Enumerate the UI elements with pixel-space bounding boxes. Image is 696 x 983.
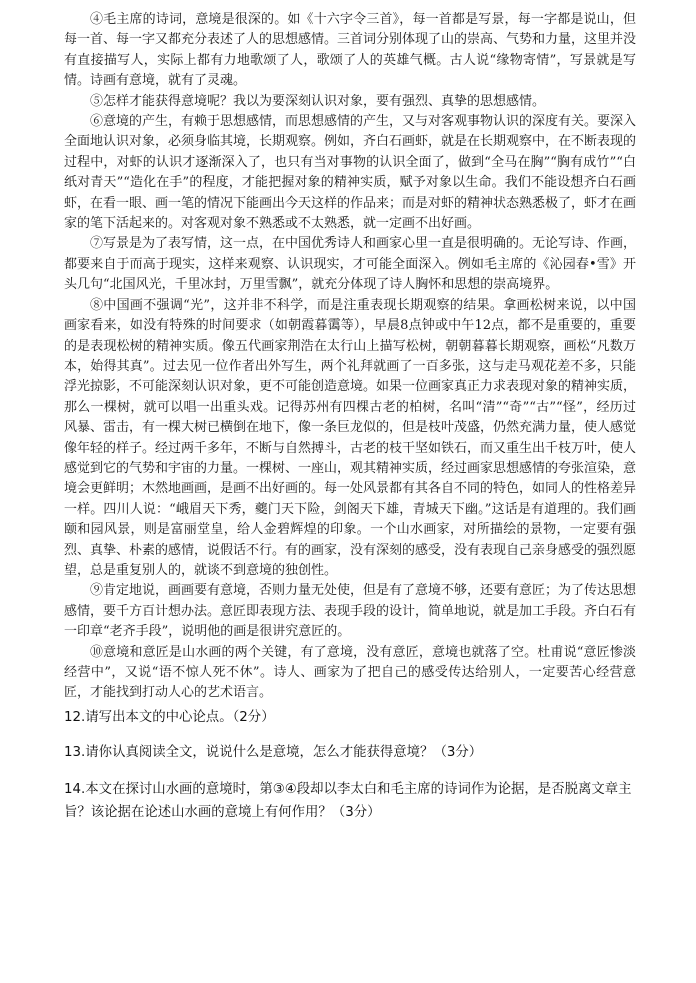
question-13: 13.请你认真阅读全文，说说什么是意境，怎么才能获得意境？（3分）	[64, 744, 483, 760]
paragraph-7: ⑦写景是为了表写情，这一点，在中国优秀诗人和画家心里一直是很明确的。无论写诗、作画，都要来自于而高于现实，这样来观察、认识现实，才可能全面深入。例如毛主席的《沁园春•雪》开头几句“北国风光，千里冰封，万里雪飘”，就充分体现了诗人胸怀和思想的崇高境界。	[64, 236, 637, 293]
paragraph-8: ⑧中国画不强调“光”，这并非不科学，而是注重表现长期观察的结果。拿画松树来说，以中国画家看来，如没有特殊的时间要求（如朝霞暮霭等），早晨8点钟或中午12点，都不是重要的，重要的是表现松树的精神实质。像五代画家荆浩在太行山上描写松树，朝朝暮暮长期观察，画松“凡数万本，始得其真”。过去见一位作者出外写生，两个礼拜就画了一百多张，这与走马观花差不多，只能浮光掠影，不可能深刻认识对象，更不可能创造意境。如果一位画家真正力求表现对象的精神实质，那么一棵树，就可以唱一出重头戏。记得苏州有四棵古老的柏树，名叫“清”“奇”“古”“怪”，经历过风暴、雷击，有一棵大树已横倒在地下，像一条巨龙似的，但是枝叶茂盛，仍然充满力量，使人感觉像年轻的样子。经过两千多年，不断与自然搏斗，古老的枝干坚如铁石，而又重生出千枝万叶，使人感觉到它的气势和宇宙的力量。一棵树、一座山，观其精神实质，经过画家思想感情的夸张渲染，意境会更鲜明；木然地画画，是画不出好画的。每一处风景都有其各自不同的特色，如同人的性格差异一样。四川人说：“峨眉天下秀，夔门天下险，剑阁天下雄，青城天下幽。”这话是有道理的。我们画颐和园风景，则是富丽堂皇，给人金碧辉煌的印象。一个山水画家，对所描绘的景物，一定要有强烈、真挚、朴素的感情，说假话不行。有的画家，没有深刻的感受，没有表现自己亲身感受的强烈愿望，总是重复别人的，就谈不到意境的独创性。	[64, 297, 637, 578]
paragraph-9: ⑨肯定地说，画画要有意境，否则力量无处使，但是有了意境不够，还要有意匠；为了传达思想感情，要千方百计想办法。意匠即表现方法、表现手段的设计，简单地说，就是加工手段。齐白石有一印章“老齐手段”，说明他的画是很讲究意匠的。	[64, 583, 637, 640]
paragraph-6: ⑥意境的产生，有赖于思想感情，而思想感情的产生，又与对客观事物认识的深度有关。要深入全面地认识对象，必须身临其境，长期观察。例如，齐白石画虾，就是在长期观察中，在不断表现的过程中，对虾的认识才逐渐深入了，也只有当对事物的认识全面了，做到“全马在胸”“胸有成竹”“白纸对青天”“造化在手”的程度，才能把握对象的精神实质，赋予对象以生命。我们不能设想齐白石画虾，在看一眼、画一笔的情况下能画出今天这样的作品来；而是对虾的精神状态熟悉极了，虾才在画家的笔下活起来的。对客观对象不熟悉或不太熟悉，就一定画不出好画。	[64, 114, 637, 232]
question-12: 12.请写出本文的中心论点。（2分）	[64, 709, 275, 725]
paragraph-5: ⑤怎样才能获得意境呢？我以为要深刻认识对象，要有强烈、真挚的思想感情。	[90, 93, 546, 109]
question-14: 14.本文在探讨山水画的意境时，第③④段却以李太白和毛主席的诗词作为论据，是否脱离文章主旨？该论据在论述山水画的意境上有何作用？（3分）	[64, 781, 632, 820]
paragraph-4: ④毛主席的诗词，意境是很深的。如《十六字令三首》，每一首都是写景，每一字都是说山，但每一首、每一字又都充分表述了人的思想感情。三首词分别体现了山的崇高、气势和力量，这里并没有直接描写人，实际上都有力地歌颂了人，歌颂了人的英雄气概。古人说“缘物寄情”，写景就是写情。诗画有意境，就有了灵魂。	[64, 12, 637, 89]
paragraph-10: ⑩意境和意匠是山水画的两个关键，有了意境，没有意匠，意境也就落了空。杜甫说“意匠惨淡经营中”，又说“语不惊人死不休”。诗人、画家为了把自己的感受传达给别人，一定要苦心经营意匠，才能找到打动人心的艺术语言。	[64, 644, 636, 701]
